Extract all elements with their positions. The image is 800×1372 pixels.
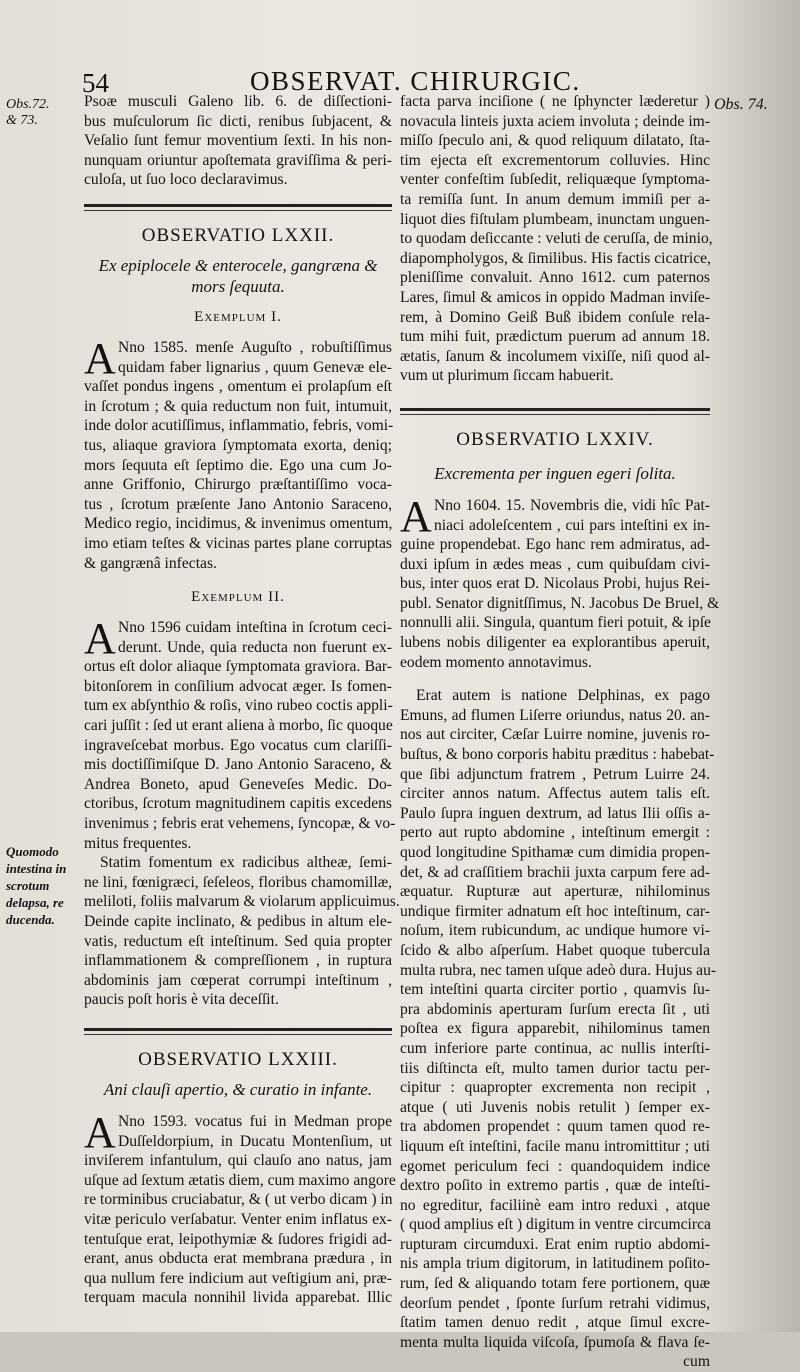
paragraph-gap [400, 672, 710, 686]
text-line: invenimus ; febris erat vehemens, ſyncopæ, & vo- [84, 815, 396, 833]
margin-note-line: scrotum [6, 878, 50, 893]
text-line: buſtus, & bono corporis habitu præditus : habebat- [400, 746, 715, 764]
section-rule [84, 204, 392, 207]
text-line: to quodam deſiccante : veluti de ceruſſa, de minio, [400, 230, 713, 248]
text-line: lubens nobis diligenter ea explorantibus aperuit, [400, 634, 710, 652]
text-line: tum ex abſynthio & roſis, vino rubeo coctis appli- [84, 697, 393, 715]
text-line: dextro poſito in extremo partis , quæ de inteſti- [400, 1177, 710, 1195]
margin-note-line: delapsa, re [6, 895, 64, 910]
observation-74-subtitle: Excrementa per inguen egeri ſolita. [434, 463, 676, 483]
text-line: ta remiſſa ſunt. In anum demum immiſi per a- [400, 190, 710, 208]
text-line: poſtea ex figura apparebit, nihilominus tamen [400, 1020, 710, 1038]
text-line: inflammationem & compreſſionem , in ruptura [84, 952, 392, 970]
text-line: vaſſet pondus ingens , omentum ei prolapſum eſt [84, 378, 392, 396]
text-line: venter confeſtim ſubſedit, reliquæque ſymptoma- [400, 171, 710, 189]
text-line: ctoribus, ſcrotum magnitudinem capitis excedens [84, 795, 392, 813]
text-line: Statim fomentum ex radicibus altheæ, ſemi- [100, 854, 392, 872]
text-line: ſcido & albo aſperſum. Habet quoque tubercula [400, 941, 710, 959]
text-line: rupturam circumduxi. Erat enim ruptio abdomi- [400, 1235, 710, 1253]
observation-73-title: OBSERVATIO LXXIII. [138, 1048, 338, 1070]
text-line: mors ſequuta eſt ſeptimo die. Ego una cum Jo- [84, 456, 392, 474]
text-line: Nno 1604. 15. Novembris die, vidi hîc Pat- [434, 496, 710, 514]
text-line: det, & ad craſſitiem brachii juxta carpum fere ad- [400, 863, 710, 881]
text-line: niaci adoleſcentem , cui pars inteſtini ex in- [434, 516, 710, 534]
text-line: Paulo ſupra inguen dextrum, ad latus Ilii oſſis a- [400, 804, 710, 822]
subtitle-line: Ex epiplocele & enterocele, gangræna & [98, 255, 378, 275]
text-line: liquum eſt inteſtini, facile manu intromittitur ; uti [400, 1137, 710, 1155]
observation-74-title: OBSERVATIO LXXIV. [456, 428, 654, 450]
text-line: anne Griffonio, Chirurgo præſtantiſſimo voca- [84, 476, 392, 494]
text-line: tus, aliaque graviora ſymptomata exorta, deniq; [84, 436, 392, 454]
text-line: abdominis jam cœperat corrumpi inteſtinum , [84, 971, 392, 989]
exemplum-2-text [84, 614, 400, 1010]
text-line: tentuſque erat, leipothymiæ & ſudores frigidi ad- [84, 1230, 392, 1248]
text-line: vum ut plurimum ſiccam habuerit. [400, 367, 614, 385]
text-line: culoſa, ut ſuo loco declaravimus. [84, 171, 288, 189]
text-line: atque ( uti Juvenis nobis retulit ) ſemper ex- [400, 1098, 710, 1116]
text-line: menta multa liquida viſcoſa, ſpumoſa & flava ſe- [400, 1333, 710, 1351]
text-line: Nno 1593. vocatus fui in Medman prope [118, 1112, 392, 1130]
text-line: nis ampla trium digitorum, in latitudinem poſito- [400, 1255, 710, 1273]
text-line: nonnulli alii. Singula, quantum fieri potuit, & ipſe [400, 614, 711, 632]
text-line: noſum, item rubicundum, ac undique humore vi- [400, 922, 710, 940]
text-line: Nno 1596 cuidam inteſtina in ſcrotum ceci- [118, 619, 392, 637]
text-line: ætatis, ſanum & incolumem vixiſſe, niſi quod al- [400, 347, 710, 365]
text-line: Veſalio ſunt femur moventium ſexti. In his non- [84, 132, 392, 150]
text-line: Erat autem is natione Delphinas, ex pago [416, 687, 710, 705]
text-line: & gangrænâ infectas. [84, 554, 217, 572]
text-line: guine propendebat. Ego hanc rem admiratus, ad- [400, 536, 710, 554]
text-line: vatis, reductum eſt inteſtinum. Sed quia propter [84, 932, 392, 950]
text-line: novacula linteis juxta aciem involuta ; deinde im- [400, 112, 710, 130]
catchword: cum [683, 1353, 710, 1371]
text-line: inde dolor acutiſſimus, inflammatio, febris, vomi- [84, 417, 394, 435]
drop-cap: A [84, 614, 116, 664]
text-line: in ſcrotum ; & quia reductum non fuit, intumuit, [84, 397, 392, 415]
text-line: Lares, ſimul & amicos in oppido Madman inviſe- [400, 288, 710, 306]
text-line: bus muſculorum ſic dicti, renibus ſubjacent, & [84, 112, 392, 130]
text-line: perto aut rupto abdomine , inteſtinum emergit : [400, 824, 710, 842]
text-line: facta parva inciſione ( ne ſphyncter læderetur ) [400, 93, 710, 110]
margin-note-line: ducenda. [6, 912, 55, 927]
text-line: imo etiam teſtes & vicinas partes plane corruptas [84, 534, 392, 552]
text-line: vitæ periculo verſabatur. Venter enim inflatus ex- [84, 1210, 392, 1228]
exemplum-1-text [84, 333, 394, 573]
observation-74-paragraph-2 [400, 686, 717, 1372]
section-rule-thin [84, 1034, 392, 1035]
text-line: bus, inter quos erat D. Nicolaus Probi, hujus Rei- [400, 575, 710, 593]
section-rule-thin [84, 210, 392, 211]
observation-72-title: OBSERVATIO LXXII. [141, 224, 335, 246]
text-line: Deinde capite inclinato, & pedibus in altum ele- [84, 913, 392, 930]
text-line: tus , ſcrotum præſente Jano Antonio Saraceno, [84, 495, 392, 513]
text-line: Medico regio, incidimus, & invenimus omentum, [84, 515, 393, 533]
text-line: liquot dies fiſtulam plumbeam, inunctam unguen- [400, 210, 710, 228]
margin-note-line: Quomodo [6, 844, 59, 859]
text-line: qua nullum fere indicium aut veſtigium ani, præ- [84, 1269, 392, 1287]
observation-74-text [400, 491, 720, 672]
section-rule [400, 408, 710, 411]
left-intro [84, 92, 392, 190]
text-line: mis doctiſſimiſque D. Jano Antonio Saraceno, & [84, 756, 392, 774]
text-line: pleniſſime convaluit. Anno 1612. cum paternos [400, 269, 710, 287]
text-line: miſſo ſpeculo ani, & quod reliquum dilatato, ſta- [400, 132, 710, 150]
text-line: tem inteſtini quarta circiter portio , quamvis ſu- [400, 981, 710, 999]
text-line: Psoæ musculi Galeno lib. 6. de diſſectioni- [84, 93, 392, 110]
text-line: ingraveſcebat morbus. Ego vocatus cum clariſſi- [84, 736, 392, 754]
text-line: tim ejecta eſt excrementorum colluvies. Hinc [400, 151, 710, 169]
margin-note-obs-72-73 [6, 97, 50, 129]
text-line: cipitur : quapropter excrementa non recipit , [400, 1079, 710, 1097]
text-line: eodem momento annotavimus. [400, 653, 592, 671]
margin-note-line: & 73. [6, 113, 38, 128]
text-line: duxi ipſum in ædes meas , cum quibuſdam civi- [400, 555, 710, 573]
text-line: ( quod amplius eſt ) digitum in ventre circumcirca [400, 1216, 711, 1234]
exemplum-1-heading: Exemplum I. [194, 308, 282, 325]
page-number: 54 [82, 68, 109, 98]
text-line: rum, ſed & aliquando totam fere portionem, quæ [400, 1275, 710, 1293]
text-line: rem, à Domino Geiß Buß ibidem conſule rela- [400, 308, 710, 326]
text-line: no egreditur, faciliinè eam intro reduxi , atque [400, 1196, 710, 1214]
text-line: æquatur. Rupturæ aut aperturæ, nihilominus [400, 883, 710, 901]
text-line: re torminibus cruciabatur, & ( ut verbo dicam ) in [84, 1191, 393, 1209]
text-line: egomet periculum feci : quandoquidem indice [400, 1157, 710, 1175]
text-line: undique firmiter adnatum eſt hoc inteſtinum, car- [400, 902, 710, 920]
section-rule [84, 1028, 392, 1031]
text-line: paucis poſt horis è vita deceſſit. [84, 991, 279, 1009]
text-line: cum inferiore parte continua, ac nullis interſti- [400, 1039, 710, 1057]
text-line: erant, anus obducta erat membrana prædura , in [84, 1250, 392, 1268]
text-line: nunquam oriuntur apoſtemata graviſſima & peri- [84, 151, 392, 169]
text-line: uſque ad ſextum ætatis diem, cum maximo angore [84, 1171, 396, 1189]
exemplum-2-heading: Exemplum II. [191, 589, 285, 606]
section-rule-thin [400, 414, 710, 415]
margin-note-line: Obs.72. [6, 97, 50, 112]
text-line: Nno 1585. menſe Auguſto , robuſtiſſimus [118, 338, 392, 356]
text-line: ſtatim tamen denuo redit , atque ſimul excre- [400, 1314, 710, 1332]
text-line: que ſibi adjunctum fratrem , Petrum Luirre 24. [400, 765, 710, 783]
text-line: nos aut circiter, Cæſar Luirre nomine, juvenis ro- [400, 726, 710, 744]
text-line: deorſum pendet , ſponte ſurſum retrahi vidimus, [400, 1294, 710, 1312]
text-line: inviſerem infantulum, qui clauſo ano natus, jam [84, 1152, 392, 1170]
drop-cap: A [84, 333, 116, 383]
text-line: terquam macula nonnihil livida apparebat. Illic [84, 1289, 392, 1307]
text-line: multa rubra, nec tamen uſque adeò dura. Hujus au- [400, 961, 717, 979]
text-line: tiis diſtincta eſt, multo tamen durior tactu per- [400, 1059, 710, 1077]
observation-73-text [84, 1107, 396, 1308]
text-line: quod longitudine Spithamæ cum dimidia propen- [400, 844, 710, 861]
left-column [84, 92, 400, 1308]
text-line: publ. Senator dignitſſimus, N. Jacobus De Bruel, & [400, 594, 720, 612]
margin-note-line: intestina in [6, 861, 67, 876]
text-line: tra abdomen propendet : quum tamen quod re- [400, 1118, 710, 1136]
text-line: tum mihi fuit, prædictum puerum ad annum 18. [400, 328, 710, 346]
drop-cap: A [84, 1107, 116, 1157]
text-line: circiter annos natum. Affectus autem talis eſt. [400, 785, 710, 803]
right-intro [400, 92, 713, 386]
observation-72-subtitle [84, 255, 392, 297]
text-line: Andrea Boneto, apud Geneveſes Medic. Do- [84, 775, 392, 793]
text-line: diapompholygos, & ſimilibus. His factis cicatrice, [400, 249, 711, 267]
margin-note-obs-74: Obs. 74. [714, 96, 768, 113]
text-line: ortus eſt dolor aliaque ſymptomata graviora. Bar- [84, 658, 392, 676]
text-line: Duſſeldorpium, in Ducatu Montenſium, ut [118, 1132, 392, 1150]
text-line: ne lini, fœnigræci, ſeſeleos, floribus chamomillæ, [84, 873, 392, 891]
subtitle-line: mors ſequuta. [191, 276, 285, 296]
text-line: quidam faber lignarius , quum Genevæ ele- [118, 358, 392, 376]
right-column [400, 92, 720, 1372]
running-title: OBSERVAT. CHIRURGIC. [250, 66, 581, 96]
margin-note-quomodo [6, 843, 66, 928]
text-line: Emuns, ad flumen Liſerre oriundus, natus 20. an- [400, 706, 710, 724]
text-line: meliloti, foliis malvarum & violarum applicuimus. [84, 893, 400, 911]
text-line: pra abdominis aperturam ſurſum erecta ſit , uti [400, 1000, 710, 1018]
text-line: derunt. Unde, quia reducta non fuerunt ex- [118, 638, 392, 656]
text-line: bitonſorem in conſilium advocat æger. Is fomen- [84, 677, 392, 695]
drop-cap: A [400, 491, 432, 541]
text-line: mitus frequentes. [84, 834, 192, 852]
text-line: cari juſſit : ſed ut erant aliena à morbo, ſic quoque [84, 717, 393, 735]
observation-73-subtitle: Ani clauſi apertio, & curatio in infante. [103, 1079, 373, 1099]
